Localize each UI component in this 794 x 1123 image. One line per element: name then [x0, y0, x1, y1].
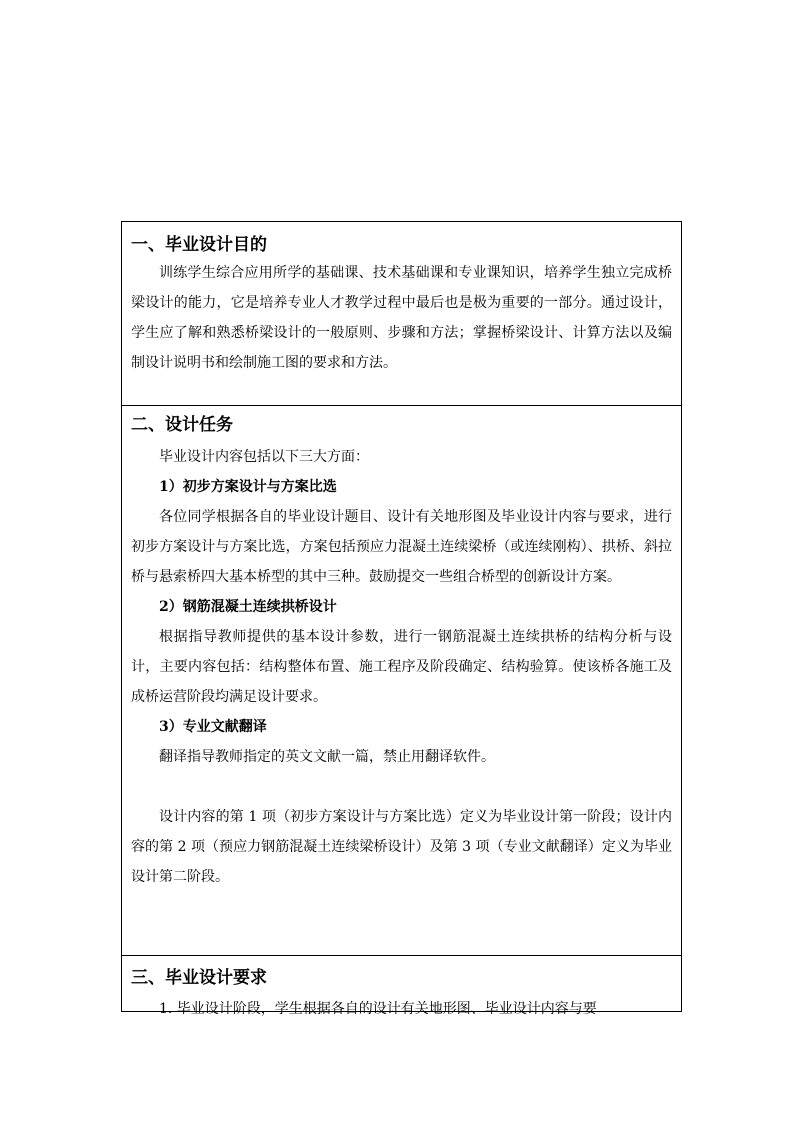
item-heading: 2）钢筋混凝土连续拱桥设计 — [159, 599, 337, 615]
item-text: 各位同学根据各自的毕业设计题目、设计有关地形图及毕业设计内容与要求，进行初步方案设计与方案比选，方案包括预应力混凝土连续梁桥（或连续刚构）、拱桥、斜拉桥与悬索桥四大基本桥型的其中三种。鼓励提交一些组合桥型的创新设计方案。 — [131, 509, 672, 585]
section-purpose — [122, 233, 681, 406]
item-text: 翻译指导教师指定的英文文献一篇，禁止用翻译软件。 — [159, 749, 495, 765]
paragraph: 1. 毕业设计阶段，学生根据各自的设计有关地形图、毕业设计内容与要 — [159, 1001, 597, 1017]
item-heading: 3）专业文献翻译 — [159, 719, 267, 735]
section-title: 一、毕业设计目的 — [131, 235, 267, 255]
item-heading: 1）初步方案设计与方案比选 — [159, 479, 337, 495]
paragraph-note: 设计内容的第 1 项（初步方案设计与方案比选）定义为毕业设计第一阶段；设计内容的第 2 项（预应力钢筋混凝土连续梁桥设计）及第 3 项（专业文献翻译）定义为毕业设计第二阶段。 — [131, 809, 672, 885]
section-tasks — [122, 413, 681, 956]
spacer — [131, 772, 672, 802]
document-table — [121, 221, 682, 1017]
paragraph: 训练学生综合应用所学的基础课、技术基础课和专业课知识，培养学生独立完成桥梁设计的能力，它是培养专业人才教学过程中最后也是极为重要的一部分。通过设计，学生应了解和熟悉桥梁设计的一般原则、步骤和方法；掌握桥梁设计、计算方法以及编制设计说明书和绘制施工图的要求和方法。 — [131, 265, 672, 371]
paragraph-intro: 毕业设计内容包括以下三大方面： — [159, 449, 369, 465]
section-title: 二、设计任务 — [131, 415, 233, 435]
section-requirements — [122, 966, 681, 1024]
item-text: 根据指导教师提供的基本设计参数，进行一钢筋混凝土连续拱桥的结构分析与设计，主要内容包括：结构整体布置、施工程序及阶段确定、结构验算。使该桥各施工及成桥运营阶段均满足设计要求。 — [131, 629, 672, 705]
section-title: 三、毕业设计要求 — [131, 968, 267, 988]
